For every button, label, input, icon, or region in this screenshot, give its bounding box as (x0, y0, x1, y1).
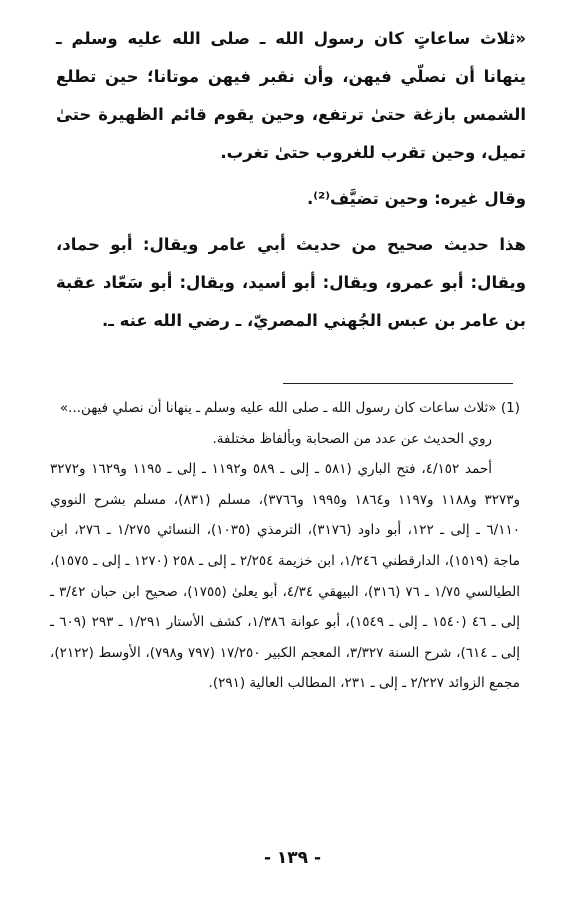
main-text (56, 20, 526, 340)
footnotes (50, 393, 520, 699)
footnote-references: أحمد ٤/١٥٢، فتح الباري (٥٨١ ـ إلى ـ ٥٨٩ و١١٩٢ ـ إلى ـ ١١٩٥ و١٦٢٩ و٣٢٧٢ و٣٢٧٣ و١١٨٨ و١١٩٧ و١٨٦٤ و١٩٩٥ و٣٧٦٦)، مسلم (٨٣١)، مسلم بشرح النووي ٦/١١٠ ـ إلى ـ ١٢٢، أبو داود (٣١٧٦)، الترمذي (١٠٣٥)، النسائي ١/٢٧٥ ـ ٢٧٦، ابن ماجة (١٥١٩)، الدارقطني ١/٢٤٦، ابن خزيمة ٢/٢٥٤ ـ إلى ـ ٢٥٨ (١٢٧٠ ـ إلى ـ ١٥٧٥)، الطيالسي ١/٧٥ ـ ٧٦ (٣١٦)، البيهقي ٤/٣٤، أبو يعلىٰ (١٧٥٥)، صحيح ابن حبان ٣/٤٢ ـ إلى ـ ٤٦ (١٥٤٠ ـ إلى ـ ١٥٤٩)، أبو عوانة ١/٣٨٦، كشف الأستار ١/٢٩١ ـ ٢٩٣ (٦٠٩ ـ إلى ـ ٦١٤)، شرح السنة ٣/٣٢٧، المعجم الكبير ١٧/٢٥٠ (٧٩٧ و٧٩٨)، الأوسط (٢١٢٢)، مجمع الزوائد ٢/٢٢٧ ـ إلى ـ ٢٣١، المطالب العالية (٢٩١). (50, 461, 521, 692)
page-number: - ١٣٩ - (263, 848, 322, 868)
narrator-addition: وقال غيره: وحين تضيَّف⁽²⁾. (306, 189, 526, 208)
hadith-paragraph: «ثلاث ساعاتٍ كان رسول الله ـ صلى الله عليه وسلم ـ ينهانا أن نصلّي فيهن، وأن نقبر فيهن موتانا؛ حين تطلع الشمس بازغة حتىٰ ترتفع، وحين يقوم قائم الظهيرة حتىٰ تميل، وحين تقرب للغروب حتىٰ تغرب. (56, 29, 526, 162)
hadith-grading: هذا حديث صحيح من حديث أبي عامر ويقال: أبو حماد، ويقال: أبو عمرو، ويقال: أبو أسيد، ويقال: أبو سَعّاد عقبة بن عامر بن عبس الجُهني المصريّ، ـ رضي الله عنه ـ. (56, 235, 526, 330)
footnote-separator (283, 383, 513, 384)
footnote-intro: روي الحديث عن عدد من الصحابة وبألفاظ مختلفة. (212, 430, 492, 447)
footnote-heading: (1) «ثلاث ساعات كان رسول الله ـ صلى الله عليه وسلم ـ ينهانا أن نصلي فيهن...» (59, 400, 520, 416)
